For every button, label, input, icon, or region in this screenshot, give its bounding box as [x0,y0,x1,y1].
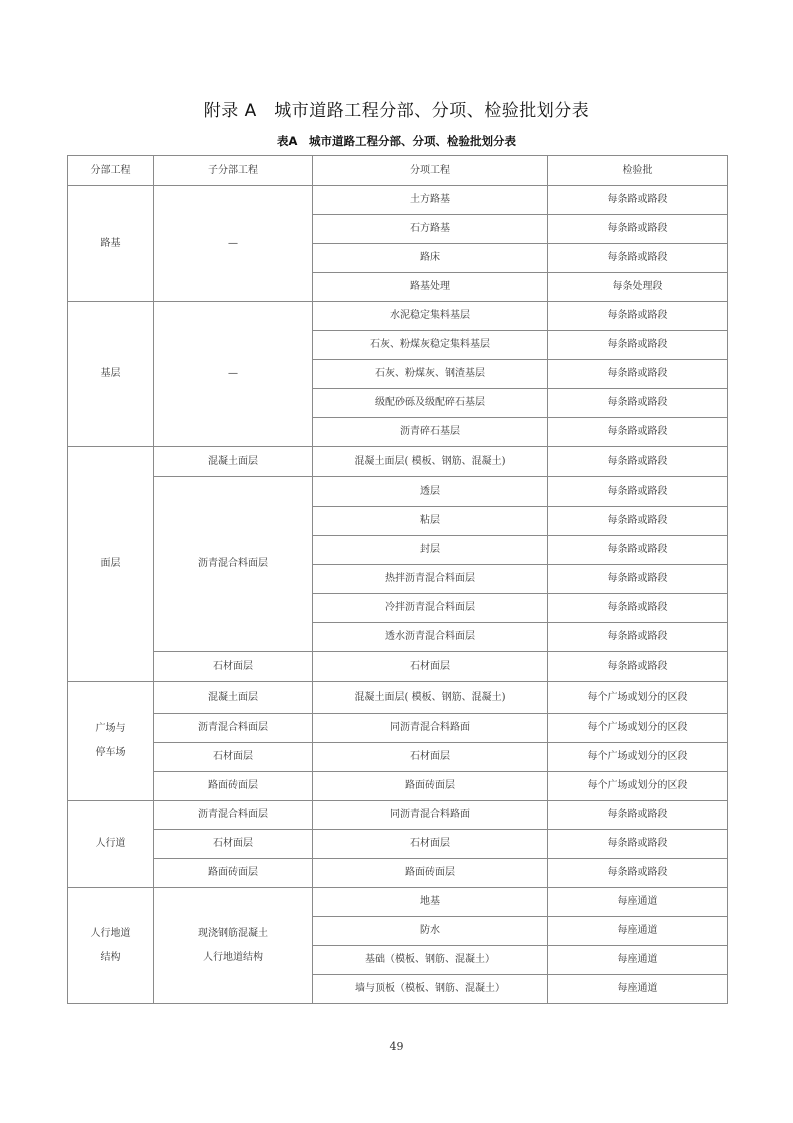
header-subdivision: 子分部工程 [154,156,313,186]
item-cell: 防水 [313,917,548,946]
table-caption: 表A 城市道路工程分部、分项、检验批划分表 [277,134,516,148]
division-cell: 路基 [68,186,154,302]
header-division: 分部工程 [68,156,154,186]
item-cell: 同沥青混合料路面 [313,714,548,743]
item-cell: 石材面层 [313,652,548,682]
batch-cell: 每条路或路段 [548,623,728,652]
item-cell: 混凝土面层( 模板、钢筋、混凝土) [313,682,548,714]
subdivision-line-2: 人行地道结构 [203,951,263,963]
subdivision-cell: — [154,186,313,302]
table-row [68,186,728,215]
table-row [68,859,728,888]
batch-cell: 每条路或路段 [548,360,728,389]
item-cell: 封层 [313,536,548,565]
batch-cell: 每条路或路段 [548,507,728,536]
batch-cell: 每个广场或划分的区段 [548,743,728,772]
division-cell: 面层 [68,447,154,682]
subdivision-cell: 石材面层 [154,652,313,682]
batch-cell: 每条路或路段 [548,302,728,331]
batch-cell: 每条路或路段 [548,418,728,447]
header-item: 分项工程 [313,156,548,186]
subdivision-cell: 沥青混合料面层 [154,801,313,830]
subdivision-cell: 沥青混合料面层 [154,477,313,652]
division-line-2: 停车场 [95,747,126,758]
table-row [68,477,728,507]
item-cell: 石材面层 [313,743,548,772]
item-cell: 路床 [313,244,548,273]
item-cell: 热拌沥青混合料面层 [313,565,548,594]
table-row [68,743,728,772]
item-cell: 混凝土面层( 模板、钢筋、混凝土) [313,447,548,477]
subdivision-cell: 混凝土面层 [154,682,313,714]
division-line-1: 人行地道 [90,927,131,939]
table-row [68,772,728,801]
batch-cell: 每条路或路段 [548,389,728,418]
subdivision-cell [154,888,313,1004]
item-cell: 路基处理 [313,273,548,302]
item-cell: 级配砂砾及级配碎石基层 [313,389,548,418]
table-row [68,888,728,917]
item-cell: 透层 [313,477,548,507]
batch-cell: 每座通道 [548,975,728,1004]
batch-cell: 每座通道 [548,888,728,917]
batch-cell: 每条路或路段 [548,859,728,888]
batch-cell: 每条路或路段 [548,244,728,273]
batch-cell: 每条路或路段 [548,331,728,360]
table-row [68,830,728,859]
item-cell: 石灰、粉煤灰稳定集料基层 [313,331,548,360]
item-cell: 粘层 [313,507,548,536]
batch-cell: 每条路或路段 [548,477,728,507]
table-row [68,682,728,714]
table-row [68,302,728,331]
subdivision-cell: 路面砖面层 [154,859,313,888]
batch-cell: 每座通道 [548,917,728,946]
subdivision-cell: 沥青混合料面层 [154,714,313,743]
item-cell: 路面砖面层 [313,859,548,888]
subdivision-line-1: 现浇钢筋混凝土 [198,927,268,939]
table-row [68,714,728,743]
batch-cell: 每条路或路段 [548,186,728,215]
batch-cell: 每座通道 [548,946,728,975]
division-cell: 基层 [68,302,154,447]
batch-cell: 每条路或路段 [548,447,728,477]
batch-cell: 每个广场或划分的区段 [548,682,728,714]
item-cell: 基础（模板、钢筋、混凝土） [313,946,548,975]
table-row [68,801,728,830]
subdivision-cell: — [154,302,313,447]
subdivision-cell: 石材面层 [154,830,313,859]
batch-cell: 每条路或路段 [548,594,728,623]
batch-cell: 每条路或路段 [548,801,728,830]
item-cell: 土方路基 [313,186,548,215]
table-header-row [68,156,728,186]
item-cell: 同沥青混合料路面 [313,801,548,830]
item-cell: 石灰、粉煤灰、钢渣基层 [313,360,548,389]
page-number: 49 [389,1040,404,1053]
division-table [67,155,728,1004]
item-cell: 冷拌沥青混合料面层 [313,594,548,623]
item-cell: 沥青碎石基层 [313,418,548,447]
item-cell: 水泥稳定集料基层 [313,302,548,331]
item-cell: 墙与顶板（模板、钢筋、混凝土） [313,975,548,1004]
division-cell [68,682,154,801]
batch-cell: 每条路或路段 [548,830,728,859]
item-cell: 透水沥青混合料面层 [313,623,548,652]
division-line-2: 结构 [100,951,121,963]
division-cell: 人行道 [68,801,154,888]
batch-cell: 每条路或路段 [548,565,728,594]
subdivision-cell: 路面砖面层 [154,772,313,801]
batch-cell: 每条路或路段 [548,652,728,682]
table-row [68,652,728,682]
division-line-1: 广场与 [95,723,126,734]
batch-cell: 每条处理段 [548,273,728,302]
batch-cell: 每个广场或划分的区段 [548,772,728,801]
subdivision-cell: 石材面层 [154,743,313,772]
item-cell: 石方路基 [313,215,548,244]
batch-cell: 每个广场或划分的区段 [548,714,728,743]
item-cell: 石材面层 [313,830,548,859]
page-title: 附录 A 城市道路工程分部、分项、检验批划分表 [203,101,590,121]
subdivision-cell: 混凝土面层 [154,447,313,477]
item-cell: 地基 [313,888,548,917]
batch-cell: 每条路或路段 [548,215,728,244]
batch-cell: 每条路或路段 [548,536,728,565]
table-row [68,447,728,477]
header-batch: 检验批 [548,156,728,186]
division-cell [68,888,154,1004]
item-cell: 路面砖面层 [313,772,548,801]
